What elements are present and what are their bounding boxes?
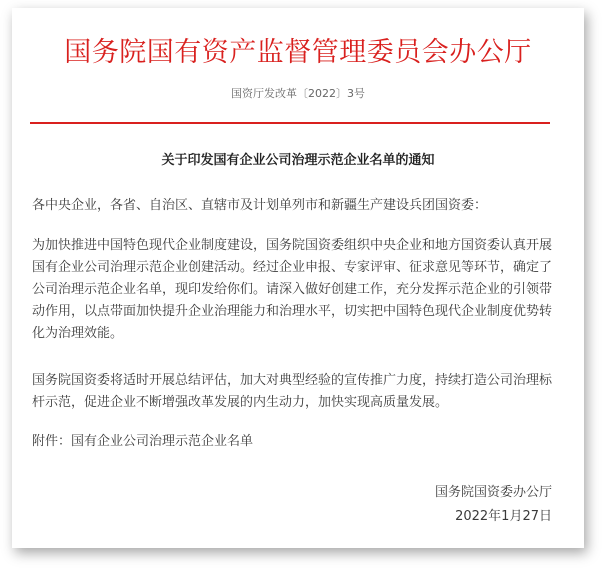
signer: 国务院国资委办公厅 [434, 485, 552, 500]
document-page [12, 8, 584, 548]
salutation: 各中央企业，各省、自治区、直辖市及计划单列市和新疆生产建设兵团国资委： [32, 198, 488, 213]
issue-date: 2022年1月27日 [455, 509, 552, 524]
issuing-organization-title: 国务院国有资产监督管理委员会办公厅 [64, 37, 532, 68]
body-paragraph-1: 为加快推进中国特色现代企业制度建设，国务院国资委组织中央企业和地方国资委认真开展国有企业公司治理示范企业创建活动。经过企业申报、专家评审、征求意见等环节，确定了公司治理示范企业名单，现印发给你们。请深入做好创建工作，充分发挥示范企业的引领带动作用，以点带面加快提升企业治理能力和治理水平，切实把中国特色现代企业制度优势转化为治理效能。 [32, 238, 553, 341]
red-divider-line [30, 122, 550, 124]
notice-title: 关于印发国有企业公司治理示范企业名单的通知 [161, 153, 435, 168]
document-number: 国资厅发改革〔2022〕3号 [231, 87, 365, 100]
attachment-line: 附件：国有企业公司治理示范企业名单 [32, 434, 254, 449]
body-paragraph-2: 国务院国资委将适时开展总结评估，加大对典型经验的宣传推广力度，持续打造公司治理标杆示范，促进企业不断增强改革发展的内生动力，加快实现高质量发展。 [32, 373, 553, 410]
